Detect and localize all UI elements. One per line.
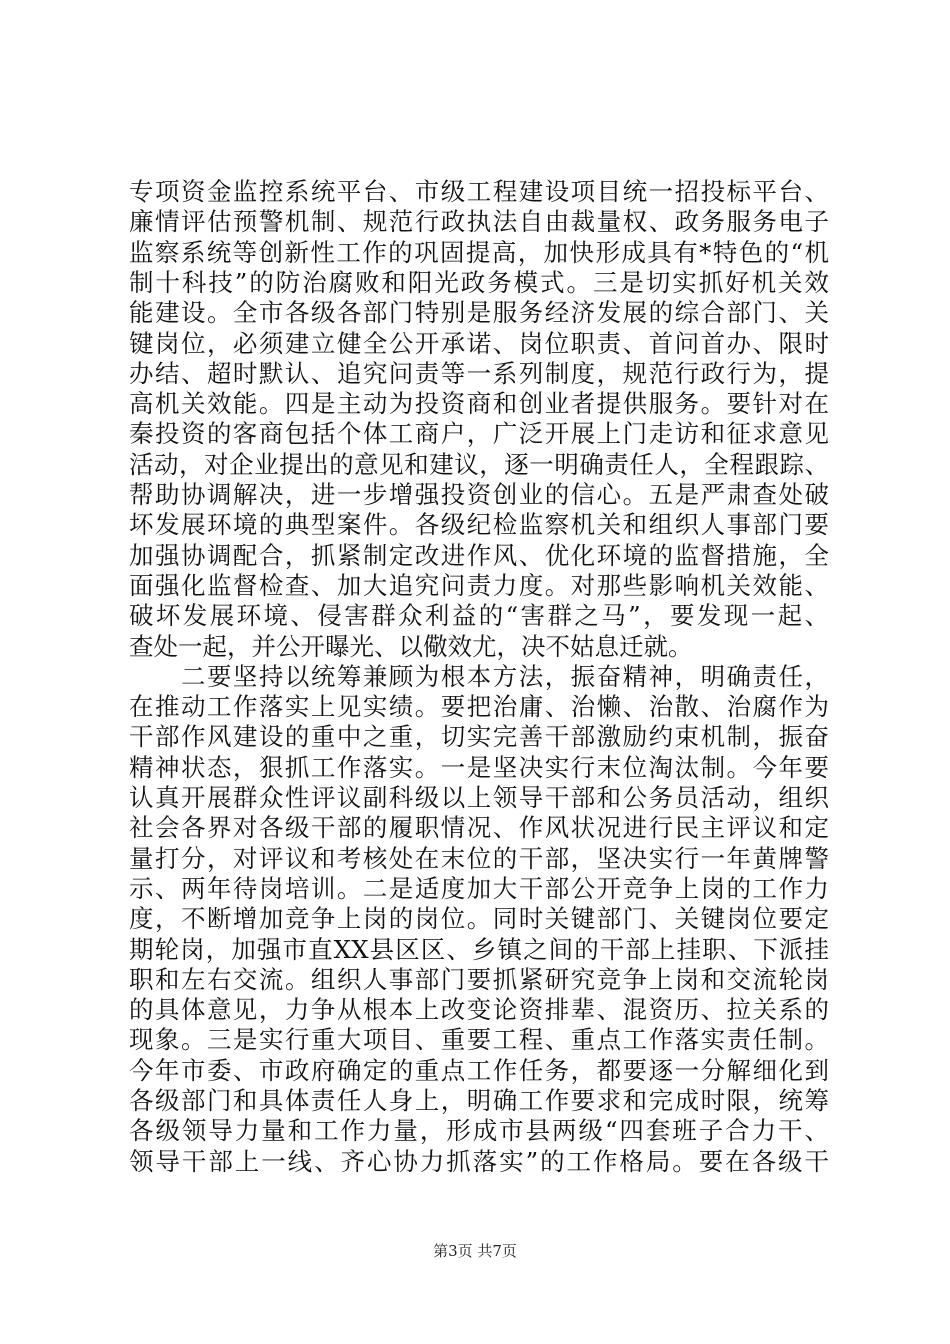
text-line: 社会各界对各级干部的履职情况、作风状况进行民主评议和定 — [129, 813, 829, 843]
text-line: 面强化监督检查、加大追究问责力度。对那些影响机关效能、 — [129, 570, 829, 600]
text-line: 坏发展环境的典型案件。各级纪检监察机关和组织人事部门要 — [129, 510, 829, 540]
text-line: 帮助协调解决，进一步增强投资创业的信心。五是严肃查处破 — [129, 480, 829, 509]
text-line: 二要坚持以统筹兼顾为根本方法，振奋精神，明确责任， — [129, 661, 829, 691]
text-line: 能建设。全市各级各部门特别是服务经济发展的综合部门、关 — [129, 298, 829, 328]
text-line: 廉情评估预警机制、规范行政执法自由裁量权、政务服务电子 — [129, 207, 829, 237]
text-line: 各级领导力量和工作力量，形成市县两级“四套班子合力干、 — [129, 1116, 829, 1146]
text-line: 领导干部上一线、齐心协力抓落实”的工作格局。要在各级干 — [129, 1146, 829, 1176]
text-line: 加强协调配合，抓紧制定改进作风、优化环境的监督措施，全 — [129, 540, 829, 570]
text-line: 活动，对企业提出的意见和建议，逐一明确责任人，全程跟踪、 — [129, 449, 829, 479]
text-line: 职和左右交流。组织人事部门要抓紧研究竞争上岗和交流轮岗 — [129, 964, 829, 994]
page-footer: 第3页 共7页 — [433, 1242, 517, 1260]
text-line: 各级部门和具体责任人身上，明确工作要求和完成时限，统筹 — [129, 1086, 829, 1115]
text-line: 今年市委、市政府确定的重点工作任务，都要逐一分解细化到 — [129, 1055, 829, 1085]
text-line: 示、两年待岗培训。二是适度加大干部公开竞争上岗的工作力 — [129, 873, 829, 903]
text-line: 干部作风建设的重中之重，切实完善干部激励约束机制，振奋 — [129, 722, 829, 752]
text-line: 专项资金监控系统平台、市级工程建设项目统一招投标平台、 — [129, 177, 829, 206]
text-line: 认真开展群众性评议副科级以上领导干部和公务员活动，组织 — [129, 783, 829, 812]
text-line: 高机关效能。四是主动为投资商和创业者提供服务。要针对在 — [129, 389, 829, 419]
text-line: 制十科技”的防治腐败和阳光政务模式。三是切实抓好机关效 — [129, 267, 829, 297]
text-line: 键岗位，必须建立健全公开承诺、岗位职责、首问首办、限时 — [129, 328, 829, 358]
text-line: 精神状态，狠抓工作落实。一是坚决实行末位淘汰制。今年要 — [129, 752, 829, 782]
text-line: 破坏发展环境、侵害群众利益的“害群之马”，要发现一起、 — [129, 601, 829, 631]
text-line: 量打分，对评议和考核处在末位的干部，坚决实行一年黄牌警 — [129, 843, 829, 873]
text-line: 监察系统等创新性工作的巩固提高，加快形成具有*特色的“机 — [129, 237, 829, 267]
text-line: 的具体意见，力争从根本上改变论资排辈、混资历、拉关系的 — [129, 995, 829, 1025]
text-line: 现象。三是实行重大项目、重要工程、重点工作落实责任制。 — [129, 1025, 829, 1055]
text-line: 度，不断增加竞争上岗的岗位。同时关键部门、关键岗位要定 — [129, 904, 829, 934]
text-line: 秦投资的客商包括个体工商户，广泛开展上门走访和征求意见 — [129, 419, 829, 449]
text-line: 办结、超时默认、追究问责等一系列制度，规范行政行为，提 — [129, 358, 829, 388]
text-line: 在推动工作落实上见实绩。要把治庸、治懒、治散、治腐作为 — [129, 692, 829, 722]
text-line: 查处一起，并公开曝光、以儆效尤，决不姑息迁就。 — [129, 631, 693, 661]
text-line: 期轮岗，加强市直XX县区区、乡镇之间的干部上挂职、下派挂 — [129, 934, 829, 964]
